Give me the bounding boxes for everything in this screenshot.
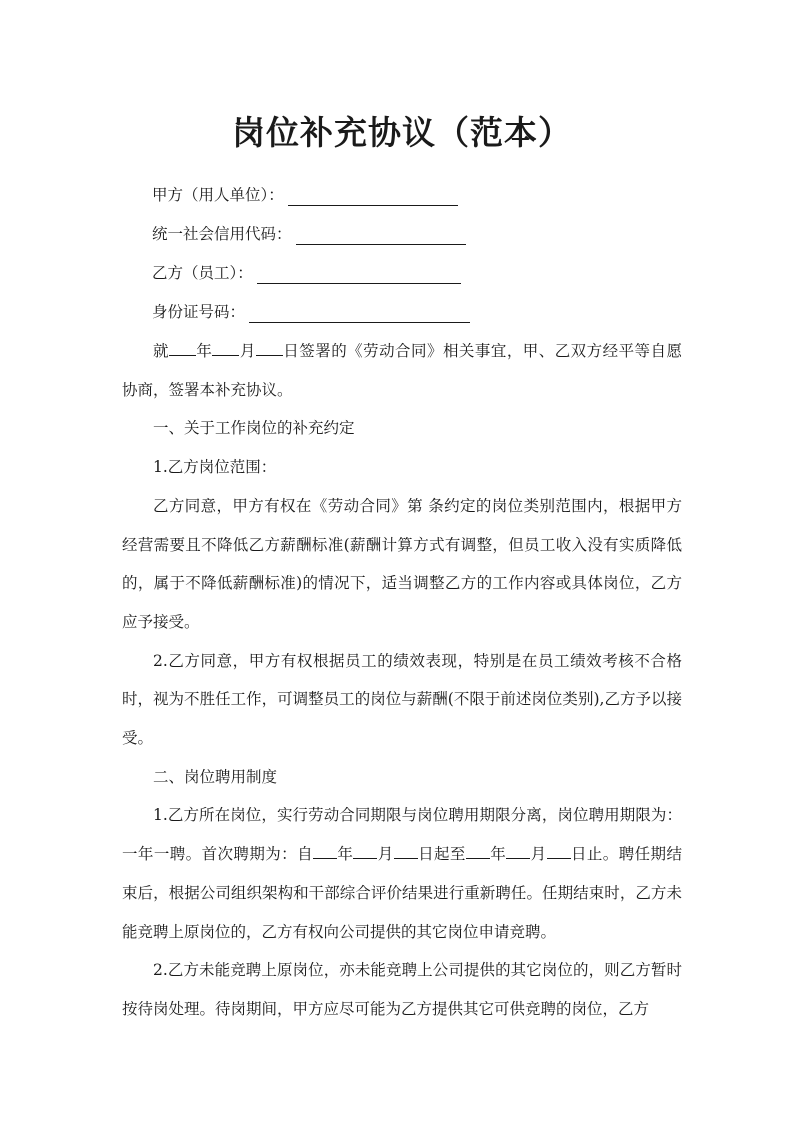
id-number-label: 身份证号码： (152, 303, 246, 321)
party-b-blank (257, 264, 461, 284)
party-b-label: 乙方（员工）： (152, 264, 253, 282)
s2-start-day-blank (394, 843, 418, 859)
credit-code-field (122, 215, 682, 254)
party-b-field (122, 254, 682, 293)
party-a-field (122, 176, 682, 215)
section-1-item-1-title: 1.乙方岗位范围： (153, 458, 277, 477)
s2-text-g: 日止。聘任期结束后，根据公司组织架构和干部综合评价结果进行重新聘任。任期结束时，乙方未能竞聘上原岗位的，乙方有权向公司提供的其它岗位申请竞聘。 (122, 845, 682, 941)
section-2-item-2: 2.乙方未能竞聘上原岗位，亦未能竞聘上公司提供的其它岗位的，则乙方暂时按待岗处理。待岗期间，甲方应尽可能为乙方提供其它可供竞聘的岗位，乙方 (122, 961, 682, 1018)
intro-paragraph (122, 332, 682, 409)
s2-text-e: 年 (489, 845, 507, 864)
intro-day-blank (256, 340, 283, 356)
section-2-item-1 (122, 796, 682, 951)
s2-text-a: 1.乙方所在岗位，实行劳动合同期限与岗位聘用期限分离，岗位聘用期限为：一年一聘。首次聘期为：自 (122, 806, 682, 864)
intro-text-3: 月 (239, 342, 256, 360)
section-2-heading: 二、岗位聘用制度 (153, 767, 278, 786)
intro-month-blank (212, 340, 239, 356)
credit-code-blank (296, 225, 466, 245)
s2-text-d: 日起至 (417, 845, 466, 864)
s2-text-b: 年 (337, 845, 354, 864)
party-a-label: 甲方（用人单位）： (152, 186, 284, 204)
intro-text-2: 年 (195, 342, 213, 360)
s2-end-month-blank (506, 843, 530, 859)
s2-start-month-blank (353, 843, 377, 859)
s2-end-day-blank (547, 843, 571, 859)
s2-text-c: 月 (377, 845, 394, 864)
intro-year-blank (169, 340, 196, 356)
party-a-blank (288, 186, 458, 206)
id-number-blank (249, 303, 470, 323)
section-1-item-2-body: 2.乙方同意，甲方有权根据员工的绩效表现，特别是在员工绩效考核不合格时，视为不胜任工作，可调整员工的岗位与薪酬(不限于前述岗位类别),乙方予以接受。 (122, 651, 682, 748)
credit-code-label: 统一社会信用代码： (152, 225, 292, 243)
section-1-item-1-body: 乙方同意，甲方有权在《劳动合同》第 条约定的岗位类别范围内，根据甲方经营需要且不降低乙方薪酬标准(薪酬计算方式有调整，但员工收入没有实质降低的，属于不降低薪酬标准)的情况下，适当调整乙方的工作内容或具体岗位，乙方应予接受。 (122, 496, 682, 631)
id-number-field (122, 293, 682, 332)
section-1-heading: 一、关于工作岗位的补充约定 (153, 419, 355, 438)
s2-end-year-blank (466, 843, 490, 859)
s2-start-year-blank (313, 843, 337, 859)
intro-text-4: 日签署的《劳动合同》相关事宜，甲、乙双方经平等自愿协商，签署本补充协议。 (122, 342, 682, 399)
s2-text-f: 月 (530, 845, 547, 864)
document-title: 岗位补充协议（范本） (232, 113, 572, 152)
intro-text-1: 就 (153, 342, 169, 360)
